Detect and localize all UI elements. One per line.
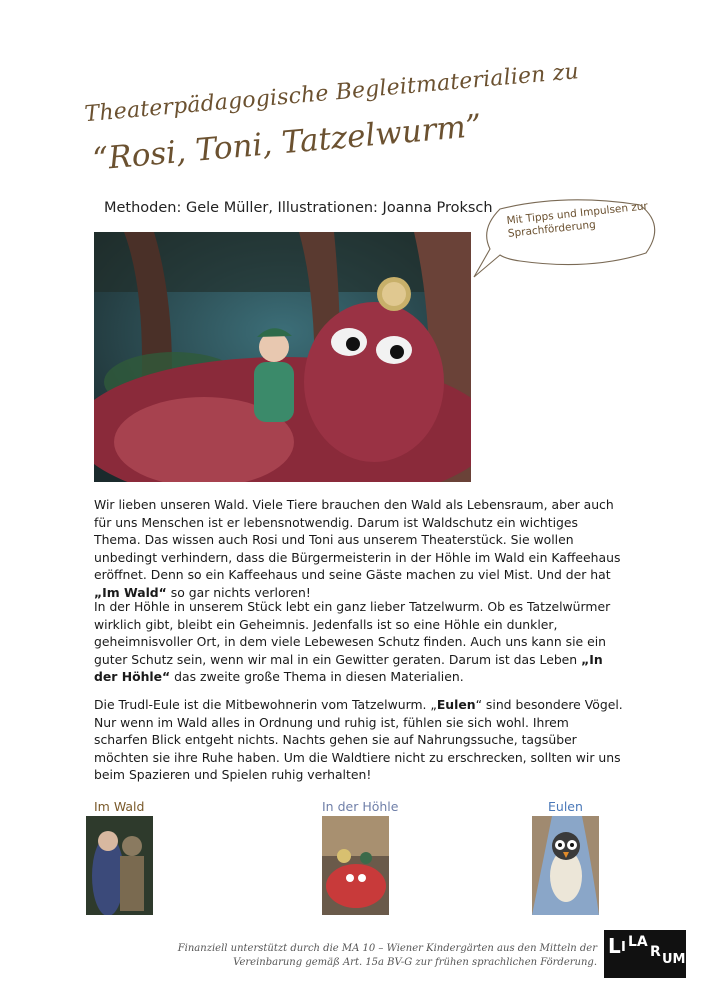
keyword-im-wald: „Im Wald“: [94, 584, 167, 600]
methods-credit: Methoden: Gele Müller, Illustrationen: Joanna Proksch: [104, 200, 493, 216]
thumb-eulen: [532, 816, 599, 915]
thumb-im-wald: [86, 816, 153, 915]
thumb-label-in-der-hoehle: In der Höhle: [322, 799, 399, 814]
title-line1: Theaterpädagogische Begleitmaterialien zu: [83, 59, 580, 128]
hero-photo: [94, 232, 471, 482]
title-line2: “Rosi, Toni, Tatzelwurm”: [91, 107, 484, 178]
bubble-text: Mit Tipps und Impulsen zur Sprachförderung: [506, 200, 649, 240]
keyword-eulen: Eulen: [436, 697, 476, 712]
thumb-label-im-wald: Im Wald: [94, 799, 145, 814]
funding-note: Finanziell unterstützt durch die MA 10 – Wiener Kindergärten aus den Mitteln der Vereinbarung gemäß Art. 15a BV-G zur frühen sprachlichen Förderung.: [177, 943, 597, 968]
thumb-in-der-hoehle: [322, 816, 389, 915]
paragraph-2: In der Höhle in unserem Stück lebt ein ganz lieber Tatzelwurm. Ob es Tatzelwürmer wirklich gibt, bleibt ein Geheimnis. Jedenfalls ist so eine Höhle ein dunkler, geheimnisvoller Ort, in dem viele Lebewesen Schutz finden. Auch uns kann sie ein guter Schutz sein, wenn wir mal in ein Gewitter geraten. Darum ist das Leben „In der Höhle“ das zweite große Thema in diesen Materialien.: [94, 599, 611, 685]
thumb-label-eulen: Eulen: [548, 799, 583, 814]
speech-bubble: [470, 195, 660, 285]
title-block: [83, 58, 580, 198]
paragraph-3: Die Trudl-Eule ist die Mitbewohnerin vom Tatzelwurm. „Eulen“ sind besondere Vögel. Nur wenn im Wald alles in Ordnung und ruhig ist, fühlen sie sich wohl. Ihrem scharfen Blick entgeht nichts. Nachts gehen sie auf Nahrungssuche, tagsüber möchten sie ihre Ruhe haben. Um die Waldtiere nicht zu erschrecken, sollten wir uns beim Spazieren und Spielen ruhig verhalten!: [94, 697, 623, 783]
lilarum-logo: L I LA R UM: [604, 930, 686, 978]
keyword-in-der-hoehle: „In der Höhle“: [94, 651, 603, 685]
paragraph-1: Wir lieben unseren Wald. Viele Tiere brauchen den Wald als Lebensraum, aber auch für uns Menschen ist er lebensnotwendig. Darum ist Waldschutz ein wichtiges Thema. Das wissen auch Rosi und Toni aus unserem Theaterstück. Sie wollen unbedingt verhindern, dass die Bürgermeisterin in der Höhle im Wald ein Kaffeehaus eröffnet. Denn so ein Kaffeehaus und seine Gäste machen zu viel Mist. Und der hat „Im Wald“ so gar nichts verloren!: [94, 497, 621, 600]
